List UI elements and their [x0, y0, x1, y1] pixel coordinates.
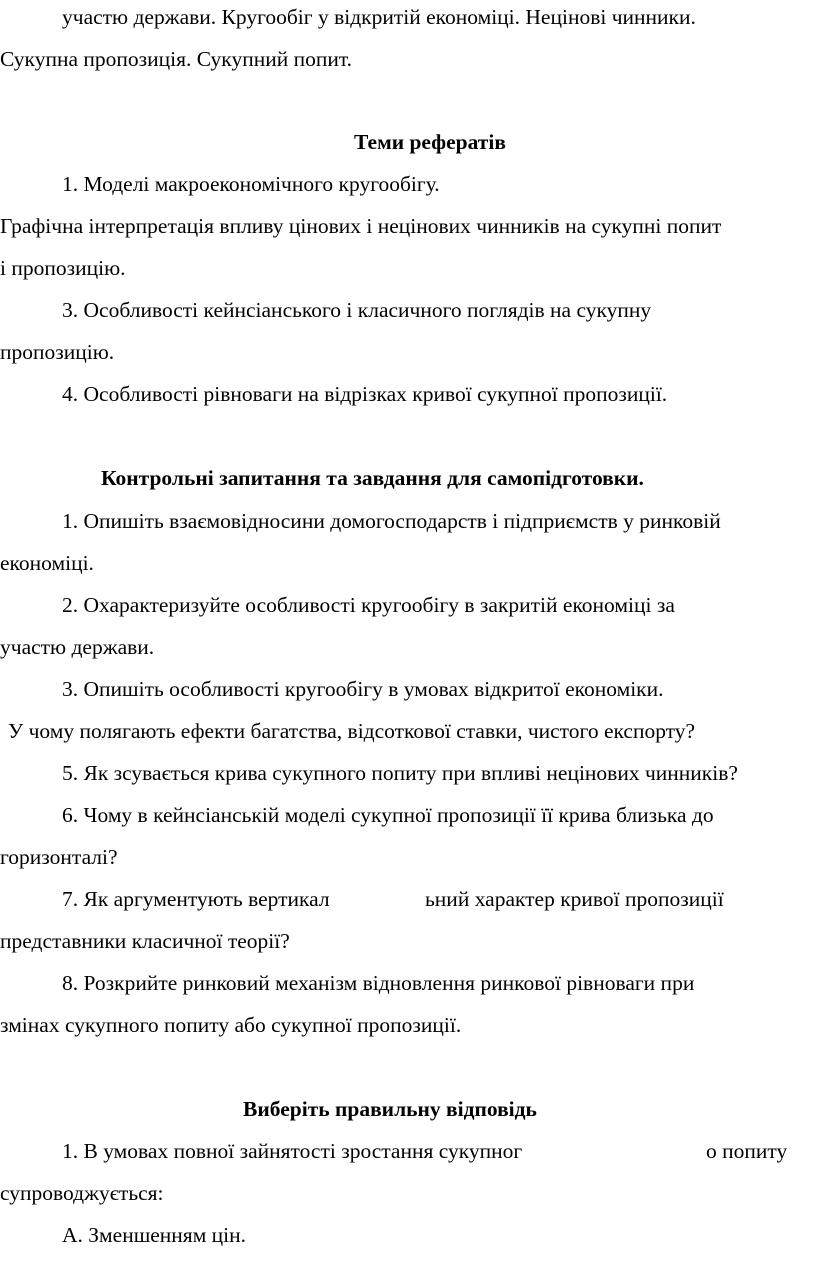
quiz-question-1-part-1: 1. В умовах повної зайнятості зростання сукупног: [62, 1139, 523, 1163]
question-7-line-1-part-2: ьний характер кривої пропозиції: [425, 887, 724, 911]
question-2-line-1: 2. Охарактеризуйте особливості кругообігу в закритій економіці за: [62, 593, 675, 617]
quiz-heading: Виберіть правильну відповідь: [243, 1097, 537, 1121]
intro-line-2: Сукупна пропозиція. Сукупний попит.: [0, 47, 353, 71]
essay-item-4: 4. Особливості рівноваги на відрізках кривої сукупної пропозиції.: [62, 382, 668, 406]
question-6-line-1: 6. Чому в кейнсіанській моделі сукупної пропозиції її крива близька до: [62, 803, 714, 827]
question-3: 3. Опишіть особливості кругообігу в умовах відкритої економіки.: [62, 677, 664, 701]
questions-heading: Контрольні запитання та завдання для самопідготовки.: [101, 466, 644, 490]
quiz-answer-a: А. Зменшенням цін.: [62, 1223, 247, 1247]
essays-heading: Теми рефератів: [354, 130, 506, 154]
essay-item-2-line-2: і пропозицію.: [0, 256, 126, 280]
question-1-line-1: 1. Опишіть взаємовідносини домогосподарств і підприємств у ринковій: [62, 509, 721, 533]
question-6-line-2: горизонталі?: [0, 845, 118, 869]
question-1-line-2: економіці.: [0, 551, 94, 575]
essay-item-2-line-1: Графічна інтерпретація впливу цінових і нецінових чинників на сукупні попит: [0, 214, 722, 238]
question-8-line-1: 8. Розкрийте ринковий механізм відновлення ринкової рівноваги при: [62, 971, 695, 995]
essay-item-3-line-2: пропозицію.: [0, 340, 115, 364]
essay-item-3-line-1: 3. Особливості кейнсіанського і класичного поглядів на сукупну: [62, 298, 652, 322]
question-8-line-2: змінах сукупного попиту або сукупної пропозиції.: [0, 1013, 462, 1037]
question-7-line-2: представники класичної теорії?: [0, 929, 290, 953]
intro-line-1: участю держави. Кругообіг у відкритій економіці. Нецінові чинники.: [62, 5, 696, 29]
quiz-question-1-line-2: супроводжується:: [0, 1181, 164, 1205]
question-4: У чому полягають ефекти багатства, відсоткової ставки, чистого експорту?: [8, 719, 696, 743]
essay-item-1: 1. Моделі макроекономічного кругообігу.: [62, 172, 440, 196]
quiz-question-1-part-2: о попиту: [706, 1139, 788, 1163]
question-2-line-2: участю держави.: [0, 635, 155, 659]
question-7-line-1-part-1: 7. Як аргументують вертикал: [62, 887, 330, 911]
question-5: 5. Як зсувається крива сукупного попиту при впливі нецінових чинників?: [62, 761, 738, 785]
